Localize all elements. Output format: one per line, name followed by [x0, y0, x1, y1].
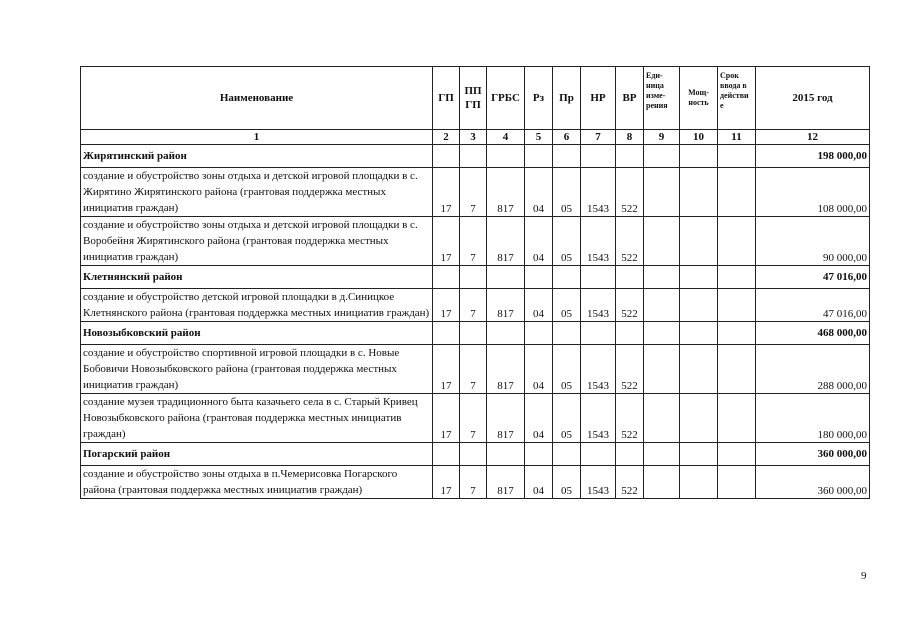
region-row	[81, 145, 870, 168]
region-row	[81, 322, 870, 345]
table-row	[81, 345, 870, 394]
item-rz: 04	[525, 289, 553, 322]
item-gp: 17	[433, 168, 460, 217]
item-amount: 180 000,00	[756, 394, 870, 443]
empty-cell	[553, 266, 581, 289]
item-amount: 108 000,00	[756, 168, 870, 217]
empty-cell	[487, 266, 525, 289]
empty-cell	[644, 466, 680, 499]
item-pr: 05	[553, 168, 581, 217]
header-row	[81, 67, 870, 130]
empty-cell	[644, 145, 680, 168]
empty-cell	[433, 266, 460, 289]
item-name: создание и обустройство зоны отдыха в п.Чемерисовка Погарского района (грантовая поддержка местных инициатив граждан)	[81, 466, 433, 499]
empty-cell	[680, 217, 718, 266]
empty-cell	[680, 266, 718, 289]
empty-cell	[487, 145, 525, 168]
column-number: 10	[680, 130, 718, 145]
item-ppgp: 7	[460, 394, 487, 443]
empty-cell	[460, 322, 487, 345]
empty-cell	[553, 322, 581, 345]
empty-cell	[718, 145, 756, 168]
empty-cell	[460, 145, 487, 168]
region-name: Погарский район	[81, 443, 433, 466]
empty-cell	[718, 443, 756, 466]
empty-cell	[616, 145, 644, 168]
header-year: 2015 год	[756, 67, 870, 130]
empty-cell	[525, 145, 553, 168]
page-number: 9	[861, 570, 867, 582]
item-rz: 04	[525, 394, 553, 443]
header-name: Наименование	[81, 67, 433, 130]
item-vr: 522	[616, 345, 644, 394]
item-gp: 17	[433, 394, 460, 443]
column-number: 9	[644, 130, 680, 145]
item-name: создание и обустройство детской игровой площадки в д.Синицкое Клетнянского района (грантовая поддержка местных инициатив граждан)	[81, 289, 433, 322]
empty-cell	[680, 289, 718, 322]
item-pr: 05	[553, 217, 581, 266]
item-pr: 05	[553, 466, 581, 499]
column-number: 7	[581, 130, 616, 145]
table-row	[81, 394, 870, 443]
empty-cell	[616, 443, 644, 466]
item-nr: 1543	[581, 345, 616, 394]
item-ppgp: 7	[460, 466, 487, 499]
item-rz: 04	[525, 168, 553, 217]
item-name: создание и обустройство зоны отдыха и детской игровой площадки в с. Жирятино Жирятинского района (грантовая поддержка местных инициатив граждан)	[81, 168, 433, 217]
item-pr: 05	[553, 345, 581, 394]
column-number-row	[81, 130, 870, 145]
column-number: 8	[616, 130, 644, 145]
item-amount: 288 000,00	[756, 345, 870, 394]
item-ppgp: 7	[460, 289, 487, 322]
header-grbs: ГРБС	[487, 67, 525, 130]
table-row	[81, 217, 870, 266]
header-gp: ГП	[433, 67, 460, 130]
header-ppgp: ПП ГП	[460, 67, 487, 130]
header-pr: Пр	[553, 67, 581, 130]
empty-cell	[718, 394, 756, 443]
table-body	[81, 145, 870, 499]
column-number: 1	[81, 130, 433, 145]
empty-cell	[718, 289, 756, 322]
empty-cell	[553, 145, 581, 168]
empty-cell	[487, 322, 525, 345]
region-total: 47 016,00	[756, 266, 870, 289]
item-rz: 04	[525, 466, 553, 499]
column-number: 5	[525, 130, 553, 145]
empty-cell	[718, 345, 756, 394]
empty-cell	[680, 145, 718, 168]
item-nr: 1543	[581, 168, 616, 217]
item-rz: 04	[525, 217, 553, 266]
item-grbs: 817	[487, 345, 525, 394]
empty-cell	[680, 345, 718, 394]
item-amount: 360 000,00	[756, 466, 870, 499]
region-total: 360 000,00	[756, 443, 870, 466]
item-gp: 17	[433, 289, 460, 322]
item-vr: 522	[616, 394, 644, 443]
header-rz: Рз	[525, 67, 553, 130]
empty-cell	[553, 443, 581, 466]
empty-cell	[433, 322, 460, 345]
item-ppgp: 7	[460, 345, 487, 394]
column-number: 3	[460, 130, 487, 145]
item-gp: 17	[433, 345, 460, 394]
item-amount: 90 000,00	[756, 217, 870, 266]
empty-cell	[616, 322, 644, 345]
empty-cell	[460, 443, 487, 466]
table-row	[81, 168, 870, 217]
table-row	[81, 466, 870, 499]
region-total: 198 000,00	[756, 145, 870, 168]
empty-cell	[581, 443, 616, 466]
header-deadline: Срок ввода в действи е	[718, 67, 756, 130]
region-name: Жирятинский район	[81, 145, 433, 168]
item-vr: 522	[616, 466, 644, 499]
column-number: 12	[756, 130, 870, 145]
column-number: 6	[553, 130, 581, 145]
item-pr: 05	[553, 289, 581, 322]
empty-cell	[433, 145, 460, 168]
region-name: Новозыбковский район	[81, 322, 433, 345]
region-total: 468 000,00	[756, 322, 870, 345]
column-number: 11	[718, 130, 756, 145]
item-gp: 17	[433, 217, 460, 266]
region-row	[81, 266, 870, 289]
item-grbs: 817	[487, 394, 525, 443]
empty-cell	[644, 322, 680, 345]
table-row	[81, 289, 870, 322]
empty-cell	[433, 443, 460, 466]
item-pr: 05	[553, 394, 581, 443]
empty-cell	[718, 322, 756, 345]
column-number: 2	[433, 130, 460, 145]
item-grbs: 817	[487, 168, 525, 217]
item-ppgp: 7	[460, 217, 487, 266]
budget-table	[80, 66, 870, 499]
empty-cell	[718, 266, 756, 289]
empty-cell	[487, 443, 525, 466]
empty-cell	[644, 266, 680, 289]
item-nr: 1543	[581, 217, 616, 266]
item-rz: 04	[525, 345, 553, 394]
item-vr: 522	[616, 289, 644, 322]
item-amount: 47 016,00	[756, 289, 870, 322]
empty-cell	[718, 168, 756, 217]
item-name: создание музея традиционного быта казачьего села в с. Старый Кривец Новозыбковского района (грантовая поддержка местных инициатив граждан)	[81, 394, 433, 443]
empty-cell	[644, 443, 680, 466]
item-ppgp: 7	[460, 168, 487, 217]
empty-cell	[718, 217, 756, 266]
empty-cell	[718, 466, 756, 499]
item-grbs: 817	[487, 289, 525, 322]
column-number: 4	[487, 130, 525, 145]
empty-cell	[644, 394, 680, 443]
header-nr: НР	[581, 67, 616, 130]
empty-cell	[644, 217, 680, 266]
item-gp: 17	[433, 466, 460, 499]
region-name: Клетнянский район	[81, 266, 433, 289]
empty-cell	[581, 266, 616, 289]
empty-cell	[644, 345, 680, 394]
item-nr: 1543	[581, 466, 616, 499]
empty-cell	[616, 266, 644, 289]
item-vr: 522	[616, 217, 644, 266]
empty-cell	[680, 168, 718, 217]
empty-cell	[581, 145, 616, 168]
item-name: создание и обустройство спортивной игровой площадки в с. Новые Бобовичи Новозыбковского района (грантовая поддержка местных инициатив граждан)	[81, 345, 433, 394]
empty-cell	[680, 322, 718, 345]
item-name: создание и обустройство зоны отдыха и детской игровой площадки в с. Воробейня Жирятинского района (грантовая поддержка местных инициатив граждан)	[81, 217, 433, 266]
empty-cell	[680, 394, 718, 443]
empty-cell	[644, 168, 680, 217]
empty-cell	[525, 443, 553, 466]
header-vr: ВР	[616, 67, 644, 130]
region-row	[81, 443, 870, 466]
item-vr: 522	[616, 168, 644, 217]
empty-cell	[680, 443, 718, 466]
empty-cell	[644, 289, 680, 322]
item-grbs: 817	[487, 217, 525, 266]
empty-cell	[581, 322, 616, 345]
item-grbs: 817	[487, 466, 525, 499]
item-nr: 1543	[581, 289, 616, 322]
header-capacity: Мощ- ность	[680, 67, 718, 130]
empty-cell	[525, 322, 553, 345]
item-nr: 1543	[581, 394, 616, 443]
header-unit: Еди- ница изме- рения	[644, 67, 680, 130]
empty-cell	[680, 466, 718, 499]
empty-cell	[525, 266, 553, 289]
empty-cell	[460, 266, 487, 289]
